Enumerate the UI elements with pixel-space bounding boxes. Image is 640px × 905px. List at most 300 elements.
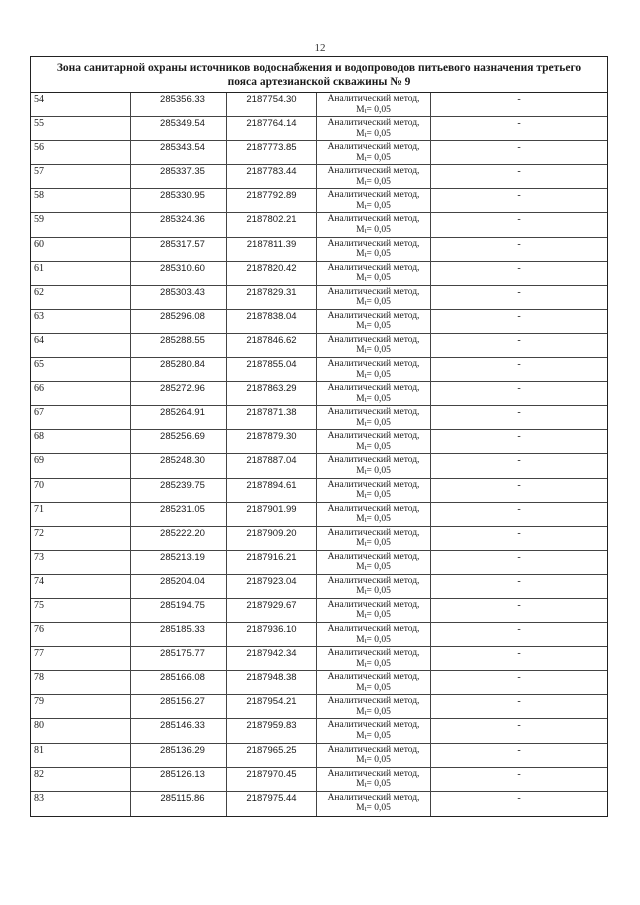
method-label: Аналитический метод,: [327, 94, 420, 104]
method-cell: [317, 262, 431, 285]
method-label: Аналитический метод,: [327, 166, 420, 177]
note-cell: -: [517, 383, 521, 395]
coordinate-y: 2187829.31: [227, 286, 317, 309]
accuracy-value: [317, 659, 430, 671]
coordinate-y: 2187879.30: [227, 430, 317, 453]
note-cell: -: [517, 431, 521, 443]
accuracy-symbol: M: [356, 755, 365, 766]
method-label: Аналитический метод,: [327, 142, 420, 153]
point-number: 73: [31, 551, 131, 574]
coordinate-y: 2187855.04: [227, 358, 317, 381]
point-number: 60: [31, 238, 131, 261]
accuracy-symbol: M: [356, 706, 365, 717]
method-cell: [317, 744, 431, 767]
coordinate-y: 2187887.04: [227, 454, 317, 477]
table-row: [31, 623, 607, 647]
coordinate-y: 2187754.30: [227, 93, 317, 116]
point-number: 63: [31, 310, 131, 333]
accuracy-number: = 0,05: [366, 634, 391, 645]
coordinate-x: 285231.05: [131, 503, 227, 526]
table-row: [31, 719, 607, 743]
coordinate-x: 285343.54: [131, 141, 227, 164]
accuracy-subscript: t: [364, 323, 367, 332]
accuracy-number: = 0,05: [366, 803, 391, 814]
method-label: Аналитический метод,: [327, 118, 420, 129]
accuracy-value: [317, 418, 430, 430]
accuracy-symbol: M: [356, 128, 365, 139]
point-number: 83: [31, 792, 131, 816]
accuracy-subscript: t: [364, 106, 367, 115]
accuracy-subscript: t: [364, 805, 367, 814]
method-label: Аналитический метод,: [327, 720, 420, 731]
method-cell: [317, 117, 431, 140]
method-cell: [317, 527, 431, 550]
accuracy-number: = 0,05: [366, 200, 391, 211]
point-number: 55: [31, 117, 131, 140]
accuracy-value: [317, 201, 430, 213]
coordinate-x: 285213.19: [131, 551, 227, 574]
method-cell: [317, 599, 431, 622]
accuracy-value: [317, 177, 430, 189]
coordinate-y: 2187975.44: [227, 792, 317, 816]
accuracy-number: = 0,05: [366, 586, 391, 597]
table-row: [31, 262, 607, 286]
coordinate-y: 2187942.34: [227, 647, 317, 670]
coordinate-x: 285337.35: [131, 165, 227, 188]
note-cell: -: [517, 575, 521, 587]
table-row: [31, 406, 607, 430]
coordinate-x: 285310.60: [131, 262, 227, 285]
method-cell: [317, 165, 431, 188]
accuracy-value: [317, 105, 430, 117]
method-label: Аналитический метод,: [327, 792, 420, 803]
coordinate-x: 285296.08: [131, 310, 227, 333]
coordinate-y: 2187802.21: [227, 213, 317, 236]
coordinate-y: 2187846.62: [227, 334, 317, 357]
accuracy-number: = 0,05: [366, 490, 391, 500]
table-row: [31, 575, 607, 599]
accuracy-number: = 0,05: [366, 297, 391, 308]
point-number: 78: [31, 671, 131, 694]
coordinate-x: 285194.75: [131, 599, 227, 622]
accuracy-subscript: t: [364, 154, 367, 163]
method-label: Аналитический метод,: [327, 575, 420, 586]
table-row: [31, 189, 607, 213]
coordinate-x: 285356.33: [131, 93, 227, 116]
coordinate-y: 2187773.85: [227, 141, 317, 164]
note-cell: -: [517, 94, 521, 105]
table-row: [31, 551, 607, 575]
accuracy-number: = 0,05: [366, 562, 391, 573]
accuracy-value: [317, 466, 430, 478]
table-body: [31, 93, 607, 816]
point-number: 80: [31, 719, 131, 742]
accuracy-subscript: t: [364, 395, 367, 404]
coordinate-x: 285185.33: [131, 623, 227, 646]
accuracy-subscript: t: [364, 660, 367, 669]
point-number: 82: [31, 768, 131, 791]
accuracy-symbol: M: [356, 441, 365, 452]
accuracy-symbol: M: [356, 273, 365, 284]
table-row: [31, 599, 607, 623]
point-number: 64: [31, 334, 131, 357]
accuracy-number: = 0,05: [366, 538, 391, 549]
point-number: 61: [31, 262, 131, 285]
note-cell: -: [517, 214, 521, 226]
table-row: [31, 503, 607, 527]
coordinate-y: 2187916.21: [227, 551, 317, 574]
accuracy-value: [317, 153, 430, 165]
accuracy-subscript: t: [364, 684, 367, 693]
method-cell: [317, 238, 431, 261]
point-number: 68: [31, 430, 131, 453]
accuracy-value: [317, 610, 430, 622]
accuracy-subscript: t: [364, 636, 367, 645]
coordinate-y: 2187909.20: [227, 527, 317, 550]
method-label: Аналитический метод,: [327, 431, 420, 442]
coordinate-x: 285239.75: [131, 479, 227, 502]
coordinate-y: 2187764.14: [227, 117, 317, 140]
method-cell: [317, 575, 431, 598]
point-number: 67: [31, 406, 131, 429]
accuracy-subscript: t: [364, 299, 367, 308]
method-label: Аналитический метод,: [327, 527, 420, 538]
method-cell: [317, 623, 431, 646]
point-number: 76: [31, 623, 131, 646]
accuracy-subscript: t: [364, 564, 367, 573]
table-row: [31, 430, 607, 454]
accuracy-value: [317, 731, 430, 743]
accuracy-symbol: M: [356, 779, 365, 790]
note-cell: -: [517, 696, 521, 708]
note-cell: -: [517, 455, 521, 467]
table-row: [31, 744, 607, 768]
accuracy-value: [317, 683, 430, 695]
coordinate-x: 285156.27: [131, 695, 227, 718]
coordinates-table: [30, 56, 608, 817]
point-number: 77: [31, 647, 131, 670]
accuracy-subscript: t: [364, 202, 367, 211]
method-cell: [317, 406, 431, 429]
accuracy-subscript: t: [364, 419, 367, 428]
method-cell: [317, 671, 431, 694]
accuracy-number: = 0,05: [366, 345, 391, 356]
coordinate-y: 2187820.42: [227, 262, 317, 285]
note-cell: -: [517, 624, 521, 636]
accuracy-subscript: t: [364, 612, 367, 621]
method-label: Аналитический метод,: [327, 599, 420, 610]
method-cell: [317, 647, 431, 670]
note-cell: -: [517, 286, 521, 298]
table-row: [31, 238, 607, 262]
coordinate-y: 2187923.04: [227, 575, 317, 598]
coordinate-x: 285272.96: [131, 382, 227, 405]
method-cell: [317, 93, 431, 116]
accuracy-value: [317, 442, 430, 454]
table-row: [31, 671, 607, 695]
method-label: Аналитический метод,: [327, 455, 420, 466]
accuracy-value: [317, 321, 430, 333]
accuracy-number: = 0,05: [366, 682, 391, 693]
table-row: [31, 141, 607, 165]
accuracy-subscript: t: [364, 467, 367, 476]
method-label: Аналитический метод,: [327, 551, 420, 562]
note-cell: -: [517, 359, 521, 371]
accuracy-number: = 0,05: [366, 417, 391, 428]
method-cell: [317, 358, 431, 381]
point-number: 65: [31, 358, 131, 381]
method-cell: [317, 792, 431, 816]
note-cell: -: [517, 672, 521, 684]
table-row: [31, 479, 607, 503]
accuracy-number: = 0,05: [366, 779, 391, 790]
method-label: Аналитический метод,: [327, 190, 420, 201]
method-label: Аналитический метод,: [327, 383, 420, 394]
method-cell: [317, 768, 431, 791]
table-row: [31, 695, 607, 719]
coordinate-y: 2187936.10: [227, 623, 317, 646]
method-label: Аналитический метод,: [327, 768, 420, 779]
accuracy-subscript: t: [364, 588, 367, 597]
method-label: Аналитический метод,: [327, 214, 420, 225]
accuracy-value: [317, 345, 430, 357]
accuracy-symbol: M: [356, 610, 365, 621]
note-cell: -: [517, 262, 521, 274]
accuracy-subscript: t: [364, 781, 367, 790]
coordinate-x: 285222.20: [131, 527, 227, 550]
accuracy-symbol: M: [356, 224, 365, 235]
accuracy-number: = 0,05: [366, 465, 391, 476]
accuracy-subscript: t: [364, 443, 367, 452]
accuracy-number: = 0,05: [366, 706, 391, 717]
coordinate-x: 285166.08: [131, 671, 227, 694]
coordinate-x: 285248.30: [131, 454, 227, 477]
accuracy-number: = 0,05: [366, 128, 391, 139]
accuracy-subscript: t: [364, 708, 367, 717]
coordinate-x: 285256.69: [131, 430, 227, 453]
table-row: [31, 117, 607, 141]
coordinate-x: 285136.29: [131, 744, 227, 767]
coordinate-y: 2187901.99: [227, 503, 317, 526]
accuracy-value: [317, 129, 430, 141]
coordinate-y: 2187959.83: [227, 719, 317, 742]
point-number: 58: [31, 189, 131, 212]
note-cell: -: [517, 166, 521, 178]
coordinate-y: 2187929.67: [227, 599, 317, 622]
coordinate-y: 2187792.89: [227, 189, 317, 212]
point-number: 56: [31, 141, 131, 164]
coordinate-y: 2187871.38: [227, 406, 317, 429]
coordinate-x: 285146.33: [131, 719, 227, 742]
method-label: Аналитический метод,: [327, 503, 420, 514]
accuracy-subscript: t: [364, 130, 367, 139]
point-number: 70: [31, 479, 131, 502]
accuracy-value: [317, 562, 430, 574]
accuracy-symbol: M: [356, 730, 365, 741]
note-cell: -: [517, 792, 521, 804]
table-row: [31, 286, 607, 310]
accuracy-value: [317, 707, 430, 719]
point-number: 81: [31, 744, 131, 767]
accuracy-subscript: t: [364, 540, 367, 549]
note-cell: -: [517, 527, 521, 539]
coordinate-x: 285126.13: [131, 768, 227, 791]
accuracy-value: [317, 514, 430, 526]
accuracy-value: [317, 803, 430, 815]
accuracy-symbol: M: [356, 417, 365, 428]
accuracy-subscript: t: [364, 251, 367, 260]
accuracy-value: [317, 586, 430, 598]
accuracy-symbol: M: [356, 393, 365, 404]
table-row: [31, 768, 607, 792]
coordinate-y: 2187948.38: [227, 671, 317, 694]
accuracy-symbol: M: [356, 465, 365, 476]
coordinate-x: 285330.95: [131, 189, 227, 212]
coordinate-x: 285175.77: [131, 647, 227, 670]
accuracy-subscript: t: [364, 757, 367, 766]
accuracy-symbol: M: [356, 345, 365, 356]
accuracy-symbol: M: [356, 562, 365, 573]
accuracy-symbol: M: [356, 586, 365, 597]
note-cell: -: [517, 599, 521, 611]
method-label: Аналитический метод,: [327, 238, 420, 249]
method-cell: [317, 479, 431, 502]
coordinate-x: 285204.04: [131, 575, 227, 598]
coordinate-y: 2187970.45: [227, 768, 317, 791]
table-row: [31, 213, 607, 237]
accuracy-subscript: t: [364, 178, 367, 187]
point-number: 62: [31, 286, 131, 309]
table-row: [31, 792, 607, 816]
point-number: 59: [31, 213, 131, 236]
accuracy-number: = 0,05: [366, 224, 391, 235]
coordinate-y: 2187965.25: [227, 744, 317, 767]
note-cell: -: [517, 118, 521, 130]
method-cell: [317, 695, 431, 718]
table-row: [31, 454, 607, 478]
point-number: 66: [31, 382, 131, 405]
method-cell: [317, 189, 431, 212]
method-label: Аналитический метод,: [327, 479, 420, 490]
point-number: 75: [31, 599, 131, 622]
accuracy-subscript: t: [364, 275, 367, 284]
note-cell: -: [517, 142, 521, 154]
note-cell: -: [517, 551, 521, 563]
accuracy-symbol: M: [356, 490, 365, 500]
coordinate-y: 2187838.04: [227, 310, 317, 333]
coordinate-y: 2187783.44: [227, 165, 317, 188]
accuracy-value: [317, 490, 430, 502]
accuracy-symbol: M: [356, 152, 365, 163]
accuracy-symbol: M: [356, 297, 365, 308]
note-cell: -: [517, 479, 521, 491]
accuracy-number: = 0,05: [366, 152, 391, 163]
method-cell: [317, 503, 431, 526]
note-cell: -: [517, 334, 521, 346]
method-label: Аналитический метод,: [327, 744, 420, 755]
accuracy-symbol: M: [356, 658, 365, 669]
table-row: [31, 527, 607, 551]
method-label: Аналитический метод,: [327, 407, 420, 418]
method-label: Аналитический метод,: [327, 262, 420, 273]
accuracy-number: = 0,05: [366, 104, 391, 115]
method-label: Аналитический метод,: [327, 696, 420, 707]
coordinate-x: 285303.43: [131, 286, 227, 309]
accuracy-symbol: M: [356, 176, 365, 187]
note-cell: -: [517, 720, 521, 732]
method-cell: [317, 213, 431, 236]
method-cell: [317, 719, 431, 742]
point-number: 69: [31, 454, 131, 477]
point-number: 54: [31, 93, 131, 116]
accuracy-symbol: M: [356, 682, 365, 693]
table-row: [31, 165, 607, 189]
accuracy-value: [317, 755, 430, 767]
accuracy-symbol: M: [356, 200, 365, 211]
accuracy-value: [317, 297, 430, 309]
accuracy-number: = 0,05: [366, 369, 391, 380]
accuracy-symbol: M: [356, 803, 365, 814]
accuracy-value: [317, 635, 430, 647]
accuracy-value: [317, 370, 430, 382]
table-row: [31, 382, 607, 406]
point-number: 57: [31, 165, 131, 188]
method-cell: [317, 454, 431, 477]
point-number: 72: [31, 527, 131, 550]
coordinate-x: 285288.55: [131, 334, 227, 357]
accuracy-subscript: t: [364, 492, 367, 500]
accuracy-number: = 0,05: [366, 321, 391, 332]
accuracy-number: = 0,05: [366, 393, 391, 404]
accuracy-subscript: t: [364, 732, 367, 741]
note-cell: -: [517, 190, 521, 202]
method-label: Аналитический метод,: [327, 624, 420, 635]
accuracy-number: = 0,05: [366, 249, 391, 260]
accuracy-symbol: M: [356, 321, 365, 332]
coordinate-x: 285280.84: [131, 358, 227, 381]
accuracy-subscript: t: [364, 516, 367, 525]
coordinate-x: 285349.54: [131, 117, 227, 140]
coordinate-x: 285324.36: [131, 213, 227, 236]
table-row: [31, 334, 607, 358]
accuracy-number: = 0,05: [366, 658, 391, 669]
note-cell: -: [517, 407, 521, 419]
note-cell: -: [517, 238, 521, 250]
table-row: [31, 93, 607, 117]
accuracy-number: = 0,05: [366, 273, 391, 284]
accuracy-subscript: t: [364, 226, 367, 235]
point-number: 74: [31, 575, 131, 598]
method-label: Аналитический метод,: [327, 286, 420, 297]
note-cell: -: [517, 310, 521, 322]
accuracy-symbol: M: [356, 369, 365, 380]
table-row: [31, 647, 607, 671]
accuracy-number: = 0,05: [366, 176, 391, 187]
accuracy-value: [317, 779, 430, 791]
coordinate-y: 2187894.61: [227, 479, 317, 502]
method-cell: [317, 551, 431, 574]
method-label: Аналитический метод,: [327, 648, 420, 659]
note-cell: -: [517, 744, 521, 756]
table-title: Зона санитарной охраны источников водоснабжения и водопроводов питьевого назначения третьего пояса артезианской скважины № 9: [31, 57, 607, 93]
accuracy-number: = 0,05: [366, 610, 391, 621]
accuracy-symbol: M: [356, 538, 365, 549]
coordinate-y: 2187863.29: [227, 382, 317, 405]
accuracy-number: = 0,05: [366, 730, 391, 741]
method-cell: [317, 334, 431, 357]
note-cell: -: [517, 768, 521, 780]
method-label: Аналитический метод,: [327, 672, 420, 683]
